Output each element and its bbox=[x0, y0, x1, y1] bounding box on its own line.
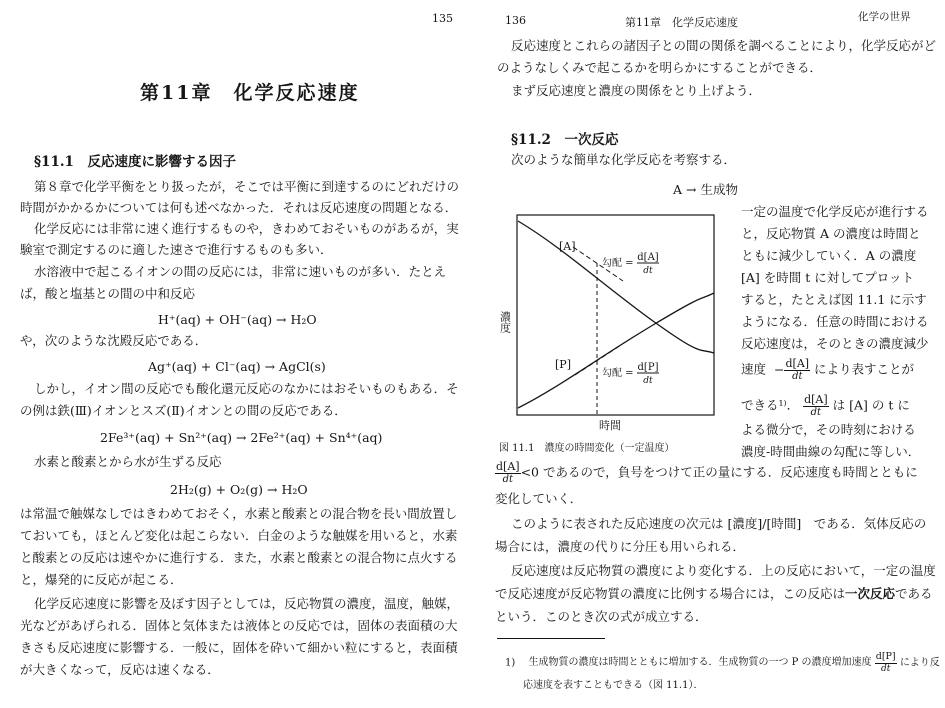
fraction-numerator: d[A] bbox=[804, 393, 828, 406]
paragraph-line: と，反応物質 A の濃度は時間と bbox=[741, 226, 921, 241]
paragraph-line: 第８章で化学平衡をとり扱ったが，そこでは平衡に到達するのにどれだけの bbox=[34, 179, 460, 194]
fraction-denominator: dt bbox=[880, 663, 891, 674]
paragraph-line: 場合には，濃度の代りに分圧も用いられる． bbox=[495, 539, 746, 554]
fraction-dA-dt bbox=[784, 358, 810, 382]
paragraph-line: このように表された反応速度の次元は [濃度]/[時間] である．気体反応の bbox=[511, 516, 927, 531]
paragraph-line: 次のような簡単な化学反応を考察する． bbox=[511, 152, 737, 167]
y-axis-label: 濃度 bbox=[498, 311, 512, 333]
reaction-equation: A → 生成物 bbox=[673, 182, 738, 197]
paragraph-line: 一定の温度で化学反応が進行する bbox=[741, 204, 929, 219]
paragraph-line: が大きくなって，反応は速くなる． bbox=[20, 662, 220, 677]
label-P: [P] bbox=[555, 358, 571, 371]
fraction-numerator: d[A] bbox=[785, 357, 810, 370]
paragraph-line: ておいても，ほとんど変化は起こらない．白金のような触媒を用いると，水素 bbox=[20, 528, 458, 543]
paragraph-line: 反応速度は反応物質の濃度により変化する．上の反応において，一定の温度 bbox=[511, 563, 936, 578]
slope-A-num: d[A] bbox=[637, 252, 659, 263]
paragraph-line: は常温で触媒なしではきわめておそく，水素と酸素との混合物を長い間放置し bbox=[20, 506, 458, 521]
fraction-denominator: dt bbox=[502, 474, 513, 485]
footnote-divider bbox=[497, 638, 605, 639]
rate-expression-line bbox=[741, 358, 914, 382]
minus-sign: − bbox=[774, 361, 785, 377]
rate-line2-pre: できる¹⁾． bbox=[741, 397, 800, 413]
paragraph-line: の例は鉄(Ⅲ)イオンとスズ(Ⅱ)イオンとの間の反応である． bbox=[20, 403, 347, 418]
fraction-numerator: d[A] bbox=[496, 460, 520, 473]
paragraph-line: すると，たとえば図 11.1 に示す bbox=[741, 292, 927, 307]
right-page bbox=[475, 0, 945, 708]
equation-precipitation: Ag⁺(aq) + Cl⁻(aq) → AgCl(s) bbox=[148, 359, 326, 374]
figure-caption: 図 11.1 濃度の時間変化（一定温度） bbox=[499, 443, 675, 454]
right-page-number: 136 bbox=[505, 14, 526, 27]
equation-redox: 2Fe³⁺(aq) + Sn²⁺(aq) → 2Fe²⁺(aq) + Sn⁴⁺(aq) bbox=[100, 430, 383, 445]
slope-label-P: 勾配 = bbox=[602, 368, 634, 379]
x-axis-label: 時間 bbox=[599, 419, 621, 432]
slope-A-den: dt bbox=[643, 266, 653, 276]
chapter-title: 第11章 化学反応速度 bbox=[140, 82, 360, 104]
concentration-time-figure bbox=[498, 203, 723, 468]
paragraph-line: 反応速度とこれらの諸因子との間の関係を調べることにより，化学反応がど bbox=[511, 38, 937, 53]
slope-label-A: 勾配 = bbox=[602, 258, 634, 269]
fraction-denominator: dt bbox=[792, 371, 803, 382]
paragraph-line: ともに減少していく．A の濃度 bbox=[741, 248, 917, 263]
slope-P-num: d[P] bbox=[637, 362, 659, 373]
paragraph-line: 光などがあげられる．固体と気体または液体との反応では，固体の表面積の大 bbox=[20, 618, 458, 633]
paragraph-line: ば，酸と塩基との間の中和反応 bbox=[20, 286, 196, 301]
label-A: [A] bbox=[559, 240, 576, 253]
rate-text-pre: 速度 bbox=[741, 361, 767, 377]
brand-label: 化学の世界 bbox=[858, 11, 911, 23]
paragraph-line: という．このとき次の式が成立する． bbox=[495, 609, 708, 624]
sign-line bbox=[495, 461, 918, 485]
paragraph-line: しかし，イオン間の反応でも酸化還元反応のなかにはおそいものもある．そ bbox=[34, 381, 459, 396]
figure-frame bbox=[517, 215, 714, 415]
fraction-numerator: d[P] bbox=[875, 651, 896, 662]
paragraph-line: 反応速度は，そのときの濃度減少 bbox=[741, 336, 929, 351]
paragraph-line: 変化していく． bbox=[495, 491, 583, 506]
equation-neutralization: H⁺(aq) + OH⁻(aq) → H₂O bbox=[158, 312, 317, 327]
first-order-term: 一次反応 bbox=[845, 586, 896, 601]
paragraph-line: 化学反応速度に影響を及ぼす因子としては，反応物質の濃度，温度，触媒， bbox=[34, 596, 460, 611]
section-11-2-title: §11.2 一次反応 bbox=[511, 132, 619, 148]
fraction-dP-dt bbox=[875, 652, 897, 674]
series-A-curve bbox=[518, 221, 714, 353]
paragraph-line: きさも反応速度に影響する．一般に，固体を砕いて細かい粒にすると，表面積 bbox=[20, 640, 458, 655]
paragraph-line: ようになる．任意の時間における bbox=[741, 314, 929, 329]
paragraph-line: のようなしくみで起こるかを明らかにすることができる． bbox=[497, 60, 823, 75]
paragraph-line: 濃度-時間曲線の勾配に等しい． bbox=[741, 444, 921, 459]
derivative-line bbox=[741, 394, 910, 418]
equation-water: 2H₂(g) + O₂(g) → H₂O bbox=[170, 482, 308, 497]
fraction-dA-dt bbox=[495, 461, 521, 485]
footnote-text: 生成物質の濃度は時間とともに増加する．生成物質の一つ P の濃度増加速度 bbox=[528, 657, 872, 669]
paragraph-line: まず反応速度と濃度の関係をとり上げよう． bbox=[511, 83, 762, 98]
rate-line2-post: は [A] の t に bbox=[832, 397, 910, 413]
first-order-text: で反応速度が反応物質の濃度に比例する場合には，この反応は bbox=[495, 586, 846, 601]
footnote bbox=[505, 652, 940, 674]
first-order-line bbox=[495, 588, 933, 601]
paragraph-line: 化学反応には非常に速く進行するものや，きわめておそいものがあるが，実 bbox=[34, 221, 459, 236]
rate-text-post: により表すことが bbox=[814, 361, 915, 377]
footnote-text-post: により反 bbox=[899, 657, 940, 669]
section-11-1-title: §11.1 反応速度に影響する因子 bbox=[34, 154, 236, 170]
paragraph-line: よる微分で，その時刻における bbox=[741, 422, 916, 437]
sign-line-text: <0 であるので，負号をつけて正の量にする．反応速度も時間とともに bbox=[520, 464, 918, 480]
footnote-line2: 応速度を表すこともできる（図 11.1）． bbox=[523, 680, 704, 691]
paragraph-line: 水素と酸素とから水が生ずる反応 bbox=[34, 454, 222, 469]
paragraph-line: や，次のような沈殿反応である． bbox=[20, 333, 208, 348]
paragraph-line: [A] を時間 t に対してプロット bbox=[741, 270, 914, 285]
paragraph-line: 水溶液中で起こるイオンの間の反応には，非常に速いものが多い．たとえ bbox=[34, 264, 447, 279]
series-P-curve bbox=[518, 293, 714, 408]
left-page-number: 135 bbox=[432, 12, 453, 25]
paragraph-line: 験室で測定するのに適した速さで進行するものも多い． bbox=[20, 242, 333, 257]
paragraph-line: 時間がかかるかについては何も述べなかった．それは反応速度の問題となる． bbox=[20, 200, 458, 215]
paragraph-line: と，爆発的に反応が起こる． bbox=[20, 572, 183, 587]
fraction-dA-dt bbox=[803, 394, 829, 418]
footnote-marker: 1) bbox=[505, 657, 516, 669]
first-order-text-tail: である bbox=[895, 586, 933, 601]
fraction-denominator: dt bbox=[810, 407, 822, 418]
slope-P-den: dt bbox=[643, 376, 653, 386]
running-header: 第11章 化学反応速度 bbox=[625, 16, 738, 29]
paragraph-line: と酸素との反応は速やかに進行する．また，水素と酸素との混合物に点火する bbox=[20, 550, 458, 565]
